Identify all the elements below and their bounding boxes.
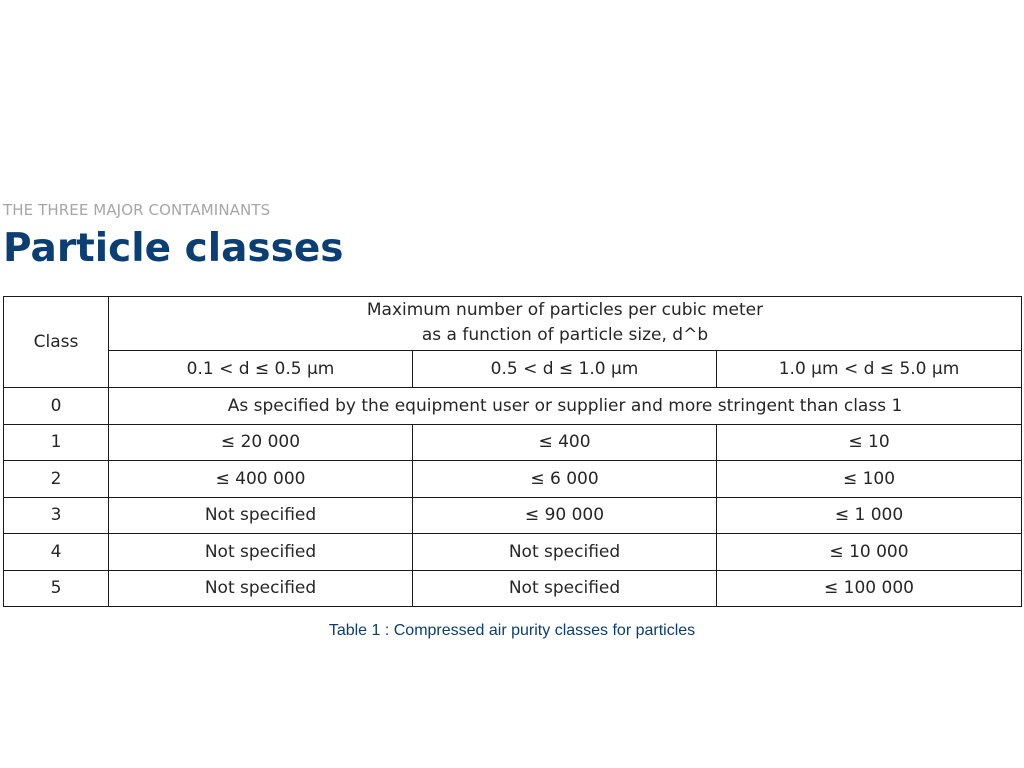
value-cell: Not specified: [109, 534, 413, 570]
value-cell: ≤ 10: [717, 424, 1022, 460]
class-cell: 1: [4, 424, 109, 460]
value-cell: ≤ 90 000: [413, 497, 717, 533]
value-cell: ≤ 400: [413, 424, 717, 460]
max-particles-header: [109, 297, 1022, 351]
class0-note-cell: As specified by the equipment user or supplier and more stringent than class 1: [109, 388, 1022, 424]
size-range-header-row: [4, 350, 1022, 387]
particle-classes-table: [3, 296, 1022, 607]
value-cell: Not specified: [413, 570, 717, 607]
value-cell: Not specified: [109, 570, 413, 607]
class-cell: 5: [4, 570, 109, 607]
table-row: [4, 388, 1022, 424]
value-cell: Not specified: [413, 534, 717, 570]
max-particles-header-line1: Maximum number of particles per cubic meter: [366, 300, 764, 321]
page-title: Particle classes: [3, 226, 344, 271]
value-cell: ≤ 100: [717, 461, 1022, 497]
table-row: [4, 497, 1022, 533]
table-caption: Table 1 : Compressed air purity classes for particles: [328, 622, 696, 639]
value-cell: ≤ 10 000: [717, 534, 1022, 570]
value-cell: ≤ 100 000: [717, 570, 1022, 607]
class-header: Class: [4, 297, 109, 388]
value-cell: Not specified: [109, 497, 413, 533]
value-cell: ≤ 20 000: [109, 424, 413, 460]
table-header-row: [4, 297, 1022, 351]
size-range-header: 0.1 < d ≤ 0.5 μm: [109, 350, 413, 387]
value-cell: ≤ 1 000: [717, 497, 1022, 533]
section-label: THE THREE MAJOR CONTAMINANTS: [3, 201, 271, 219]
value-cell: ≤ 400 000: [109, 461, 413, 497]
size-range-header: 1.0 μm < d ≤ 5.0 μm: [717, 350, 1022, 387]
table-row: [4, 461, 1022, 497]
class-cell: 3: [4, 497, 109, 533]
value-cell: ≤ 6 000: [413, 461, 717, 497]
max-particles-header-line2: as a function of particle size, d^b: [421, 325, 709, 346]
class-cell: 0: [4, 388, 109, 424]
table-row: [4, 570, 1022, 607]
table-row: [4, 534, 1022, 570]
table-row: [4, 424, 1022, 460]
class-cell: 2: [4, 461, 109, 497]
size-range-header: 0.5 < d ≤ 1.0 μm: [413, 350, 717, 387]
class-cell: 4: [4, 534, 109, 570]
